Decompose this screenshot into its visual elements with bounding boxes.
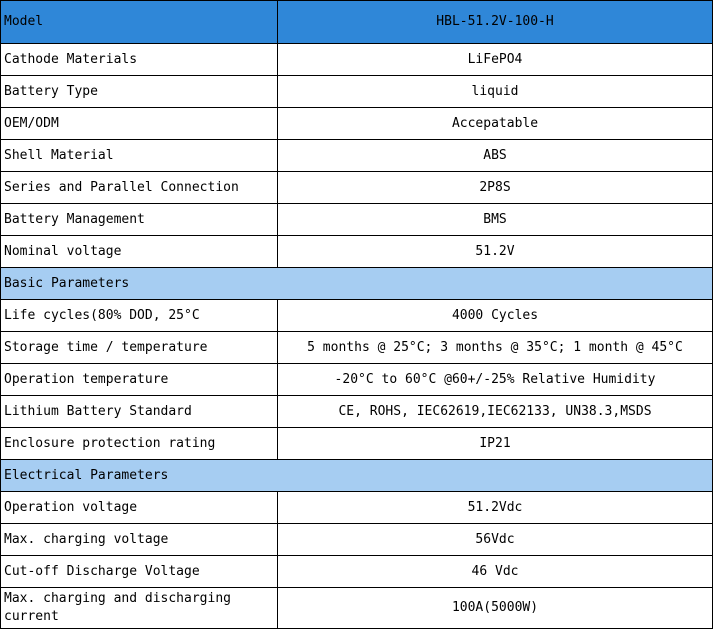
spec-label: Series and Parallel Connection (1, 172, 278, 204)
table-row (1, 588, 713, 629)
spec-value: LiFePO4 (278, 44, 713, 76)
spec-value: 56Vdc (278, 524, 713, 556)
table-row (1, 204, 713, 236)
spec-value: liquid (278, 76, 713, 108)
model-value: HBL-51.2V-100-H (278, 1, 713, 44)
table-row (1, 396, 713, 428)
spec-label: Shell Material (1, 140, 278, 172)
table-row (1, 172, 713, 204)
spec-label: Operation temperature (1, 364, 278, 396)
spec-label: Battery Management (1, 204, 278, 236)
spec-label: Max. charging and discharging current (1, 588, 278, 629)
spec-label: Cut-off Discharge Voltage (1, 556, 278, 588)
table-row (1, 76, 713, 108)
spec-value: 2P8S (278, 172, 713, 204)
spec-value: 5 months @ 25°C; 3 months @ 35°C; 1 month @ 45°C (278, 332, 713, 364)
section-title: Electrical Parameters (1, 460, 713, 492)
table-row (1, 556, 713, 588)
spec-value: 100A(5000W) (278, 588, 713, 629)
spec-value: -20°C to 60°C @60+/-25% Relative Humidity (278, 364, 713, 396)
table-row (1, 44, 713, 76)
model-label: Model (1, 1, 278, 44)
spec-value: 51.2Vdc (278, 492, 713, 524)
spec-label: Battery Type (1, 76, 278, 108)
spec-value: CE, ROHS, IEC62619,IEC62133, UN38.3,MSDS (278, 396, 713, 428)
table-row (1, 108, 713, 140)
table-row (1, 300, 713, 332)
spec-label: Max. charging voltage (1, 524, 278, 556)
spec-value: BMS (278, 204, 713, 236)
spec-label: Lithium Battery Standard (1, 396, 278, 428)
table-row (1, 524, 713, 556)
table-row (1, 236, 713, 268)
spec-label: OEM/ODM (1, 108, 278, 140)
spec-label: Operation voltage (1, 492, 278, 524)
spec-value: 4000 Cycles (278, 300, 713, 332)
spec-value: Accepatable (278, 108, 713, 140)
table-row (1, 428, 713, 460)
table-row (1, 364, 713, 396)
section-header-electrical (1, 460, 713, 492)
table-row (1, 140, 713, 172)
spec-value: ABS (278, 140, 713, 172)
section-title: Basic Parameters (1, 268, 713, 300)
spec-label: Nominal voltage (1, 236, 278, 268)
spec-label: Enclosure protection rating (1, 428, 278, 460)
spec-value: 46 Vdc (278, 556, 713, 588)
table-row (1, 492, 713, 524)
spec-label: Life cycles(80% DOD, 25°C (1, 300, 278, 332)
spec-value: IP21 (278, 428, 713, 460)
section-header-basic (1, 268, 713, 300)
spec-value: 51.2V (278, 236, 713, 268)
spec-label: Storage time / temperature (1, 332, 278, 364)
spec-label: Cathode Materials (1, 44, 278, 76)
model-header-row (1, 1, 713, 44)
table-row (1, 332, 713, 364)
